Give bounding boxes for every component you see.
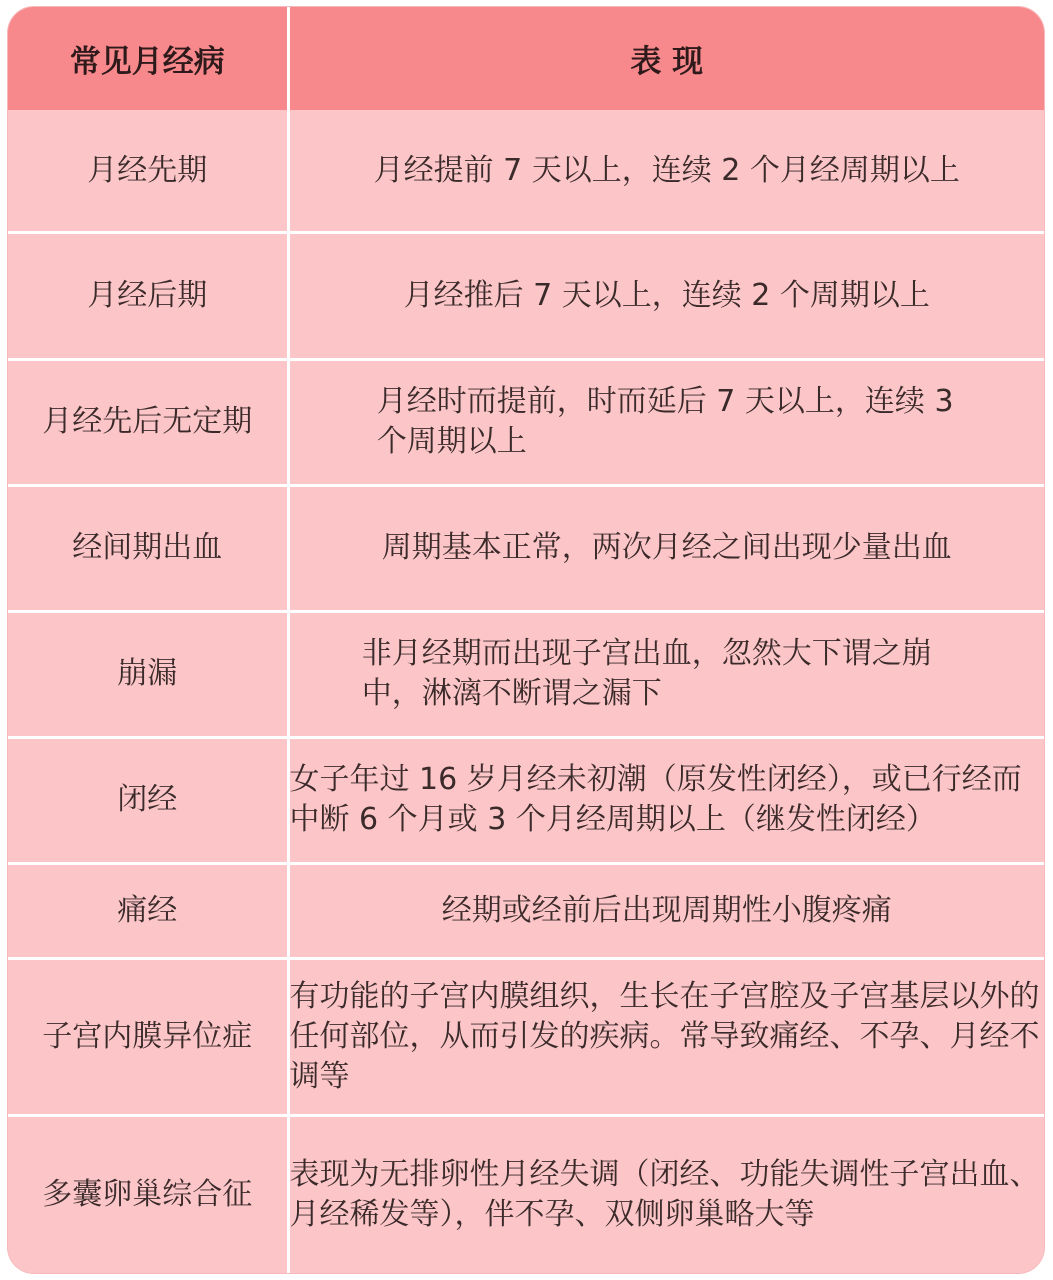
table-row [8, 359, 1044, 486]
disorder-name: 痛经 [8, 863, 288, 958]
disorder-name: 多囊卵巢综合征 [8, 1115, 288, 1273]
table-row [8, 233, 1044, 360]
disorder-description-cell [288, 110, 1044, 233]
disorder-description: 周期基本正常，两次月经之间出现少量出血 [381, 530, 952, 566]
table-row [8, 959, 1044, 1116]
header-symptoms: 表 现 [288, 7, 1044, 110]
disorder-name: 崩漏 [8, 611, 288, 738]
disorder-description-cell [288, 486, 1044, 612]
table-row [8, 1115, 1044, 1273]
disorder-description-cell [288, 738, 1044, 864]
table-header-row [8, 7, 1044, 110]
disorder-description: 有功能的子宫内膜组织，生长在子宫腔及子宫基层以外的任何部位，从而引发的疾病。常导致痛经、不孕、月经不调等 [289, 978, 1040, 1094]
disorder-description: 非月经期而出现子宫出血，忽然大下谓之崩中，淋漓不断谓之漏下 [361, 636, 932, 712]
disorder-name: 月经先期 [8, 110, 288, 233]
disorder-description-cell [288, 863, 1044, 958]
disorder-name: 子宫内膜异位症 [8, 959, 288, 1116]
disorder-description-cell [288, 1115, 1044, 1273]
disorder-name: 闭经 [8, 738, 288, 864]
disorder-description: 女子年过 16 岁月经未初潮（原发性闭经），或已行经而中断 6 个月或 3 个月经周期以上（继发性闭经） [289, 762, 1022, 838]
table-row [8, 738, 1044, 864]
disorder-name: 经间期出血 [8, 486, 288, 612]
disorder-table-frame [8, 7, 1044, 1273]
disorder-name: 月经后期 [8, 233, 288, 360]
disorder-description: 月经时而提前，时而延后 7 天以上，连续 3 个周期以上 [376, 384, 954, 460]
disorder-name: 月经先后无定期 [8, 359, 288, 486]
disorder-description-cell [288, 359, 1044, 486]
disorder-description-cell [288, 611, 1044, 738]
disorder-description-cell [288, 959, 1044, 1116]
table-row [8, 486, 1044, 612]
disorder-description-cell [288, 233, 1044, 360]
table-row [8, 863, 1044, 958]
table-row [8, 611, 1044, 738]
disorder-description: 表现为无排卵性月经失调（闭经、功能失调性子宫出血、月经稀发等），伴不孕、双侧卵巢略大等 [289, 1156, 1040, 1232]
disorder-description: 月经提前 7 天以上，连续 2 个月经周期以上 [373, 152, 960, 188]
table-row [8, 110, 1044, 233]
menstrual-disorders-table [8, 7, 1044, 1273]
disorder-description: 经期或经前后出现周期性小腹疼痛 [441, 892, 892, 928]
disorder-description: 月经推后 7 天以上，连续 2 个周期以上 [403, 277, 930, 313]
header-disorder: 常见月经病 [8, 7, 288, 110]
